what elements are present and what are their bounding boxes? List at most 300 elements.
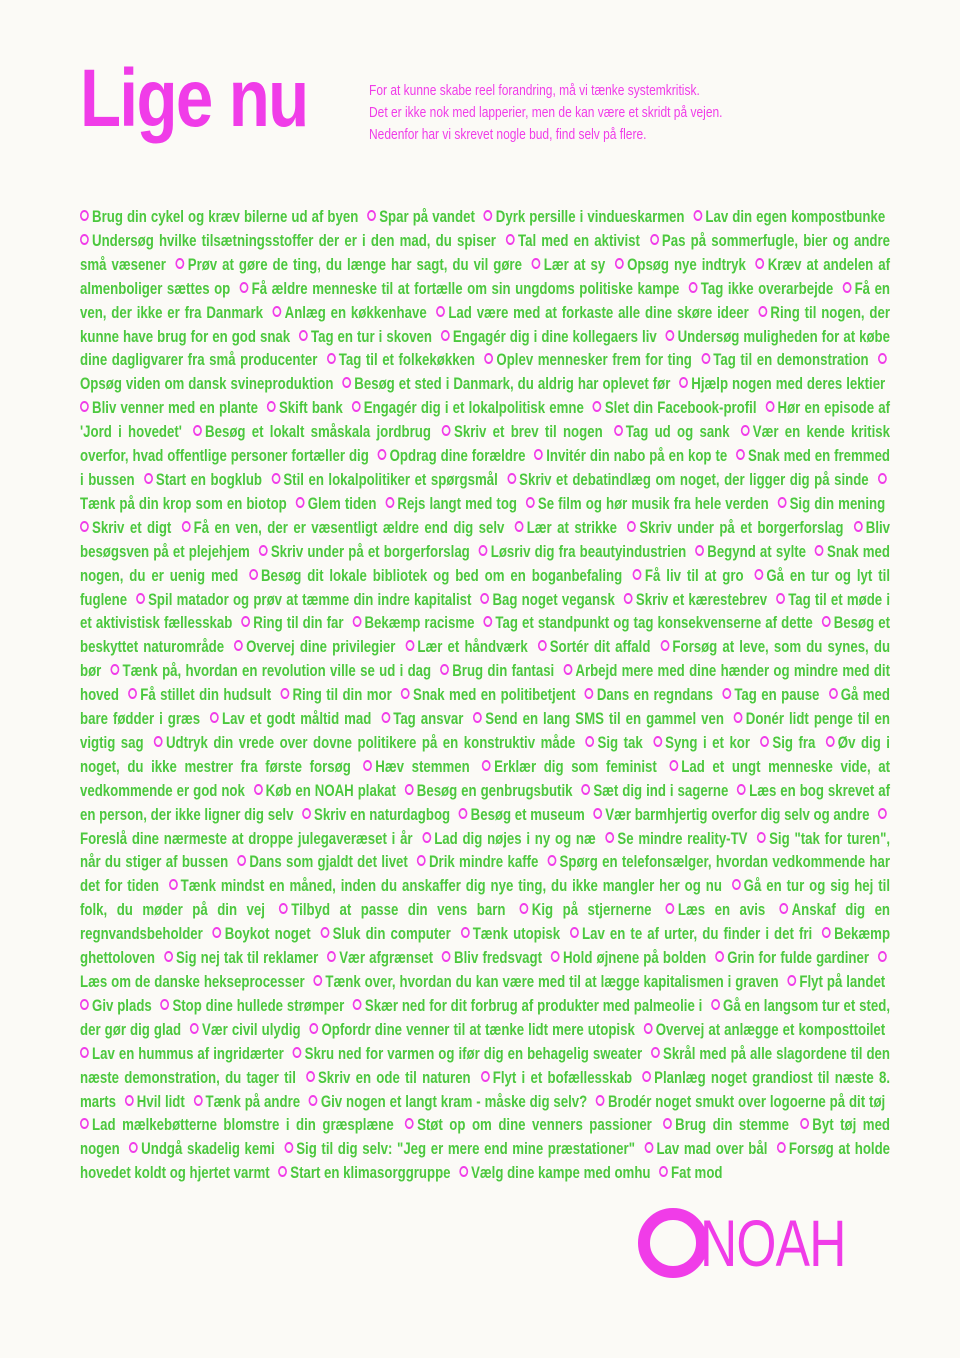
- circle-bullet-icon: [570, 927, 579, 938]
- list-item: [190, 1021, 301, 1039]
- circle-bullet-icon: [854, 521, 863, 532]
- list-item-label: Tag til en demonstration: [713, 351, 869, 370]
- circle-bullet-icon: [313, 975, 322, 986]
- list-item: [278, 1164, 450, 1182]
- list-item-label: Vær en kende kritisk overfor, hvad offentlige personer fortæller dig: [80, 423, 890, 466]
- list-item-label: Opdrag dine forældre: [389, 447, 526, 466]
- circle-bullet-icon: [520, 903, 529, 914]
- circle-bullet-icon: [436, 306, 445, 317]
- list-item: [653, 734, 750, 752]
- list-item: [164, 949, 318, 967]
- list-item: [581, 782, 728, 800]
- circle-bullet-icon: [787, 975, 796, 986]
- circle-bullet-icon: [653, 736, 662, 747]
- circle-bullet-icon: [483, 616, 492, 627]
- list-item-label: Invitér din nabo på en kop te: [546, 447, 728, 466]
- circle-bullet-icon: [737, 784, 746, 795]
- list-item-label: Lav en te af urter, du finder i det fri: [582, 925, 813, 944]
- list-item-label: Bekæmp racisme: [364, 614, 475, 633]
- circle-bullet-icon: [461, 927, 470, 938]
- list-item: [484, 351, 691, 369]
- circle-bullet-icon: [650, 234, 659, 245]
- list-item: [593, 399, 757, 417]
- circle-bullet-icon: [534, 449, 543, 460]
- circle-bullet-icon: [259, 545, 268, 556]
- circle-bullet-icon: [327, 951, 336, 962]
- circle-bullet-icon: [280, 688, 289, 699]
- list-item-label: Oplev mennesker frem for ting: [496, 351, 692, 370]
- circle-bullet-icon: [800, 1118, 809, 1129]
- circle-bullet-icon: [352, 616, 361, 627]
- list-item-label: Dyrk persille i vindueskarmen: [495, 208, 685, 226]
- circle-bullet-icon: [381, 712, 390, 723]
- circle-bullet-icon: [644, 1142, 653, 1153]
- intro-text: [369, 80, 785, 146]
- circle-bullet-icon: [210, 712, 219, 723]
- list-item: [459, 806, 585, 824]
- list-item-label: Begynd at sylte: [707, 542, 807, 561]
- list-item: [80, 997, 152, 1015]
- list-item-label: Ring til din far: [253, 614, 344, 633]
- circle-bullet-icon: [526, 497, 535, 508]
- list-item: [237, 853, 408, 871]
- list-item-label: Engagér dig i dine kollegaers liv: [452, 327, 657, 346]
- list-item-label: Dans som gjaldt det livet: [249, 853, 408, 872]
- circle-bullet-icon: [734, 712, 743, 723]
- circle-bullet-icon: [234, 640, 243, 651]
- list-item-label: Forsøg at holde hovedet koldt og hjertet varmt: [80, 1140, 891, 1183]
- circle-bullet-icon: [878, 808, 887, 819]
- list-item: [302, 806, 450, 824]
- circle-bullet-icon: [459, 1166, 468, 1177]
- circle-bullet-icon: [284, 1142, 293, 1153]
- circle-bullet-icon: [473, 712, 482, 723]
- circle-bullet-icon: [663, 1118, 672, 1129]
- circle-bullet-icon: [440, 664, 449, 675]
- list-item: [701, 351, 868, 369]
- circle-bullet-icon: [273, 306, 282, 317]
- list-item: [367, 208, 475, 226]
- list-item-label: Opsøg viden om dansk svineproduktion: [80, 375, 334, 394]
- list-item-label: Få ældre menneske til at fortælle om sin ungdoms politiske kampe: [251, 279, 680, 298]
- list-item-label: Tag et standpunkt og tag konsekvenserne af dette: [495, 614, 813, 633]
- list-item-label: Giv nogen et langt kram - måske dig selv?: [320, 1092, 588, 1111]
- list-item-label: Lad være med at forkaste alle dine skøre ideer: [448, 303, 749, 322]
- circle-bullet-icon: [507, 473, 516, 484]
- circle-bullet-icon: [660, 640, 669, 651]
- list-item-label: Læs en bog skrevet af en person, der ikke ligner dig selv: [80, 781, 891, 824]
- circle-bullet-icon: [515, 521, 524, 532]
- list-item-label: Stop dine hullede strømper: [172, 996, 345, 1015]
- circle-bullet-icon: [666, 330, 675, 341]
- list-item-label: Forsøg at leve, som du synes, du bør: [80, 638, 891, 681]
- circle-bullet-icon: [826, 736, 835, 747]
- circle-bullet-icon: [309, 1023, 318, 1034]
- list-item-label: Planlæg noget grandiost til næste 8. marts: [80, 1068, 891, 1111]
- list-item: [693, 208, 885, 226]
- list-item: [695, 543, 806, 561]
- circle-bullet-icon: [666, 903, 675, 914]
- list-item-label: Flyt på landet: [799, 973, 886, 991]
- list-item-label: Læs en avis: [677, 901, 766, 920]
- list-item-label: Slet din Facebook-profil: [604, 399, 757, 418]
- circle-bullet-icon: [878, 951, 887, 962]
- circle-bullet-icon: [279, 903, 288, 914]
- circle-bullet-icon: [711, 999, 720, 1010]
- list-item-label: Brug din stemme: [675, 1116, 789, 1135]
- list-item-label: Få en ven, der ikke er fra Danmark: [80, 279, 891, 322]
- list-item: [182, 519, 505, 537]
- circle-bullet-icon: [299, 330, 308, 341]
- list-item-label: Arbejd mere med dine hænder og mindre med dit hoved: [80, 662, 891, 705]
- list-item-label: Snak med en politibetjent: [413, 686, 576, 705]
- circle-bullet-icon: [605, 832, 614, 843]
- list-item: [176, 256, 522, 274]
- list-item-label: Tilbyd at passe din vens barn: [291, 901, 506, 920]
- list-item-label: Hør en episode af 'Jord i hovedet': [80, 399, 891, 442]
- circle-bullet-icon: [642, 1071, 651, 1082]
- list-item-label: Gå med bare fødder i græs: [80, 686, 891, 729]
- circle-bullet-icon: [254, 784, 263, 795]
- circle-bullet-icon: [442, 951, 451, 962]
- circle-bullet-icon: [417, 855, 426, 866]
- list-item: [80, 232, 496, 250]
- list-item: [401, 686, 576, 704]
- list-item-label: Ring til nogen, der kunne have brug for en god snak: [80, 303, 891, 346]
- list-item-label: Skriv et kærestebrev: [635, 590, 768, 609]
- circle-bullet-icon: [378, 449, 387, 460]
- list-item: [210, 710, 371, 728]
- circle-bullet-icon: [353, 999, 362, 1010]
- list-item: [459, 1164, 650, 1182]
- list-item-label: Sluk din computer: [332, 925, 451, 944]
- circle-bullet-icon: [693, 210, 702, 221]
- list-item-label: Spil matador og prøv at tæmme din indre kapitalist: [148, 590, 472, 609]
- circle-bullet-icon: [659, 1166, 668, 1177]
- list-item-label: Brug din cykel og kræv bilerne ud af byen: [92, 208, 359, 226]
- list-item-label: Anlæg en køkkenhave: [284, 303, 427, 322]
- circle-bullet-icon: [741, 425, 750, 436]
- circle-bullet-icon: [701, 353, 710, 364]
- list-item-label: Skriv et debatindlæg om noget, der ligger dig på sinde: [519, 470, 869, 489]
- circle-bullet-icon: [293, 1047, 302, 1058]
- list-item-label: Gå en tur og sig hej til folk, du møder på din vej: [80, 877, 891, 920]
- circle-bullet-icon: [878, 353, 887, 364]
- list-item: [526, 495, 769, 513]
- list-item-label: Giv plads: [92, 996, 152, 1015]
- list-item: [644, 1140, 767, 1158]
- circle-bullet-icon: [278, 1166, 287, 1177]
- list-item: [405, 638, 527, 656]
- list-item: [605, 830, 747, 848]
- list-item-label: Spørg en telefonsælger, hvordan vedkommende har det for tiden: [80, 853, 891, 896]
- list-item-label: Start en klimasorggruppe: [290, 1164, 451, 1183]
- list-item-label: Hjælp nogen med deres lektier: [691, 375, 886, 394]
- circle-bullet-icon: [551, 951, 560, 962]
- circle-bullet-icon: [401, 688, 410, 699]
- list-item: [663, 1116, 789, 1134]
- list-item: [378, 447, 526, 465]
- circle-bullet-icon: [80, 210, 89, 221]
- list-item-label: Læs om de danske hekseprocesser: [80, 973, 305, 991]
- list-item: [644, 1021, 886, 1039]
- list-item-label: Snak med nogen, du er uenig med: [80, 542, 890, 585]
- list-item-label: Bekæmp ghettoloven: [80, 925, 891, 968]
- list-item-label: Kræv at andelen af almenboliger sættes op: [80, 255, 891, 298]
- list-item-label: Vær afgrænset: [339, 949, 434, 968]
- noah-logo-text: NOAH: [700, 1206, 846, 1280]
- list-item: [441, 328, 657, 346]
- list-item-label: Bliv besøgsven på et plejehjem: [80, 518, 891, 561]
- list-item: [760, 734, 815, 752]
- circle-bullet-icon: [422, 832, 431, 843]
- list-item-label: Få stillet din hudsult: [140, 686, 272, 705]
- list-item: [627, 519, 843, 537]
- list-item-label: Undgå skadelig kemi: [141, 1140, 275, 1159]
- circle-bullet-icon: [136, 593, 145, 604]
- circle-bullet-icon: [271, 473, 280, 484]
- list-item: [480, 591, 614, 609]
- list-item-label: Lær et håndværk: [417, 638, 528, 657]
- circle-bullet-icon: [815, 545, 824, 556]
- list-item-label: Pas på sommerfugle, bier og andre små væsener: [80, 231, 891, 274]
- list-item-label: Send en lang SMS til en gammel ven: [485, 710, 724, 729]
- circle-bullet-icon: [479, 545, 488, 556]
- list-item-label: Tænk mindst en måned, inden du anskaffer dig nye ting, du ikke mangler her og nu: [180, 877, 722, 896]
- circle-bullet-icon: [481, 1071, 490, 1082]
- circle-bullet-icon: [757, 832, 766, 843]
- list-item-label: Se mindre reality-TV: [617, 829, 748, 848]
- list-item-label: Tag en pause: [734, 686, 820, 705]
- list-item: [481, 1069, 632, 1087]
- list-item: [271, 471, 497, 489]
- circle-bullet-icon: [193, 425, 202, 436]
- list-item-label: Gå en tur og lyt til fuglene: [80, 566, 891, 609]
- list-item: [234, 638, 395, 656]
- list-item: [520, 901, 652, 919]
- circle-bullet-icon: [405, 784, 414, 795]
- list-item-label: Skriv et brev til nogen: [454, 423, 603, 442]
- list-item-label: Lad et ungt menneske vide, at vedkommende er god nok: [80, 757, 891, 800]
- intro-line-2: Det er ikke nok med lapperier, men de kan være et skridt på vejen.: [369, 104, 723, 121]
- list-item-label: Lav din egen kompostbunke: [705, 208, 886, 226]
- list-item: [169, 877, 722, 895]
- list-item: [193, 423, 431, 441]
- list-item-label: Lær at sy: [543, 255, 606, 274]
- circle-bullet-icon: [593, 401, 602, 412]
- list-item-label: Besøg en genbrugsbutik: [416, 781, 573, 800]
- list-item-label: Bliv fredsvagt: [454, 949, 543, 968]
- list-item-label: Sig fra: [772, 733, 816, 752]
- list-item-label: Tag ud og sank: [625, 423, 730, 442]
- list-item-label: Syng i et kor: [665, 733, 751, 752]
- list-item: [363, 758, 469, 776]
- circle-bullet-icon: [154, 736, 163, 747]
- circle-bullet-icon: [581, 784, 590, 795]
- list-item-label: Kig på stjernerne: [531, 901, 652, 920]
- circle-bullet-icon: [459, 808, 468, 819]
- circle-bullet-icon: [778, 497, 787, 508]
- circle-bullet-icon: [306, 1071, 315, 1082]
- list-item: [129, 1140, 275, 1158]
- circle-bullet-icon: [538, 640, 547, 651]
- circle-bullet-icon: [80, 234, 89, 245]
- list-item: [484, 208, 685, 226]
- list-item-label: Tal med en aktivist: [517, 231, 640, 250]
- circle-bullet-icon: [829, 688, 838, 699]
- list-item-label: Skriv en naturdagbog: [314, 805, 451, 824]
- list-item-label: Prøv at gøre de ting, du længe har sagt, du vil gøre: [187, 255, 522, 274]
- list-item: [440, 662, 554, 680]
- list-item-label: Brug din fantasi: [452, 662, 555, 681]
- circle-bullet-icon: [352, 401, 361, 412]
- list-item: [436, 304, 748, 322]
- list-item-label: Køb en NOAH plakat: [265, 781, 396, 800]
- list-item-label: Gå en langsom tur et sted, der gør dig glad: [80, 996, 891, 1039]
- circle-bullet-icon: [633, 569, 642, 580]
- list-item: [679, 375, 885, 393]
- list-item: [722, 686, 819, 704]
- list-item-label: Sæt dig ind i sagerne: [593, 781, 729, 800]
- list-item-label: Skriv under på et borgerforslag: [639, 518, 844, 537]
- list-item-label: Besøg et museum: [470, 805, 585, 824]
- circle-bullet-icon: [644, 1023, 653, 1034]
- list-item: [342, 375, 670, 393]
- circle-bullet-icon: [484, 210, 493, 221]
- circle-bullet-icon: [190, 1023, 199, 1034]
- circle-bullet-icon: [780, 903, 789, 914]
- circle-bullet-icon: [758, 306, 767, 317]
- list-item: [259, 543, 470, 561]
- list-item: [241, 614, 343, 632]
- list-item: [160, 997, 344, 1015]
- circle-bullet-icon: [80, 401, 89, 412]
- list-item-label: Lad mælkebøtterne blomstre i din græsplæne: [92, 1116, 394, 1135]
- circle-bullet-icon: [624, 593, 633, 604]
- list-item: [482, 758, 657, 776]
- list-item: [538, 638, 651, 656]
- circle-bullet-icon: [80, 999, 89, 1010]
- circle-bullet-icon: [363, 760, 372, 771]
- list-item: [309, 1093, 587, 1111]
- list-item: [293, 1045, 643, 1063]
- list-item-label: Sig nej tak til reklamer: [175, 949, 319, 968]
- circle-bullet-icon: [164, 951, 173, 962]
- list-item: [405, 782, 573, 800]
- circle-bullet-icon: [482, 760, 491, 771]
- list-item-label: Besøg et lokalt småskala jordbrug: [205, 423, 431, 442]
- list-item: [461, 925, 560, 943]
- list-item: [532, 256, 605, 274]
- list-item-label: Ring til din mor: [292, 686, 392, 705]
- circle-bullet-icon: [715, 951, 724, 962]
- intro-line-3: Nedenfor har vi skrevet nogle bud, find selv på flere.: [369, 126, 647, 143]
- list-item-label: Rejs langt med tog: [397, 494, 517, 513]
- list-item-label: Besøg dit lokale bibliotek og bed om en boganbefaling: [260, 566, 623, 585]
- list-item-label: Overvej at anlægge et komposttoilet: [655, 1020, 886, 1039]
- list-item: [80, 1045, 284, 1063]
- circle-bullet-icon: [766, 401, 775, 412]
- list-item: [778, 495, 886, 513]
- list-item-label: Brodér noget smukt over logoerne på dit tøj: [608, 1092, 886, 1111]
- list-item-label: Glem tiden: [307, 494, 377, 513]
- list-item-label: Engagér dig i et lokalpolitisk emne: [363, 399, 584, 418]
- list-item-label: Tag til et møde i et aktivistisk fællesskab: [80, 590, 891, 633]
- circle-bullet-icon: [80, 521, 89, 532]
- circle-bullet-icon: [754, 569, 763, 580]
- list-item: [596, 1093, 885, 1111]
- list-item-label: Stil en lokalpolitiker et spørgsmål: [283, 470, 498, 489]
- list-item-label: Lad dig nøjes i ny og næ: [434, 829, 596, 848]
- circle-bullet-icon: [843, 282, 852, 293]
- list-item: [128, 686, 271, 704]
- list-item-label: Foreslå dine nærmeste at droppe julegaveræset i år: [80, 829, 413, 848]
- noah-logo: [638, 1208, 887, 1278]
- list-item-label: Start en bogklub: [155, 470, 262, 489]
- list-item-label: Sig din mening: [789, 494, 886, 513]
- list-item-label: Vælg dine kampe med omhu: [471, 1164, 651, 1183]
- circle-bullet-icon: [585, 688, 594, 699]
- list-item-label: Få liv til at gro: [644, 566, 744, 585]
- list-item: [110, 662, 431, 680]
- list-item: [483, 614, 812, 632]
- circle-bullet-icon: [689, 282, 698, 293]
- list-item-label: Besøg et beskyttet naturområde: [80, 614, 891, 657]
- circle-bullet-icon: [194, 1095, 203, 1106]
- list-item: [125, 1093, 185, 1111]
- circle-bullet-icon: [405, 640, 414, 651]
- circle-bullet-icon: [110, 664, 119, 675]
- list-item-label: Skrål med på alle slagordene til den næste demonstration, du tager til: [80, 1044, 891, 1087]
- list-item-label: Flyt i et bofællesskab: [492, 1068, 633, 1087]
- list-item: [213, 925, 311, 943]
- circle-bullet-icon: [385, 497, 394, 508]
- list-item: [507, 471, 869, 489]
- list-item-label: Grin for fulde gardiner: [727, 949, 870, 968]
- list-item-label: Snak med en fremmed i bussen: [80, 447, 891, 489]
- list-item: [381, 710, 463, 728]
- circle-bullet-icon: [128, 688, 137, 699]
- circle-bullet-icon: [309, 1095, 318, 1106]
- list-item: [479, 543, 687, 561]
- list-item-label: Tag ikke overarbejde: [700, 279, 834, 298]
- circle-bullet-icon: [586, 736, 595, 747]
- circle-bullet-icon: [732, 879, 741, 890]
- circle-bullet-icon: [169, 879, 178, 890]
- list-item-label: Tænk utopisk: [472, 925, 561, 944]
- list-item-label: Hold øjnene på bolden: [563, 949, 707, 968]
- list-item-label: Få en ven, der er væsentligt ældre end dig selv: [193, 518, 505, 537]
- list-item-label: Tænk over, hvordan du kan være med til at lægge kapitalismen i graven: [325, 973, 779, 991]
- list-item-label: Bliv venner med en plante: [92, 399, 258, 418]
- list-item: [442, 949, 542, 967]
- list-item: [327, 949, 433, 967]
- list-item: [624, 591, 767, 609]
- list-item-label: Erklær dig som feminist: [494, 757, 657, 776]
- list-item: [715, 949, 869, 967]
- list-item: [385, 495, 517, 513]
- list-item: [442, 423, 603, 441]
- circle-bullet-icon: [267, 401, 276, 412]
- circle-bullet-icon: [80, 1047, 89, 1058]
- list-item-label: Tænk på din krop som en biotop: [80, 494, 287, 513]
- list-item: [249, 567, 622, 585]
- circle-bullet-icon: [302, 808, 311, 819]
- circle-bullet-icon: [776, 593, 785, 604]
- list-item-label: Undersøg muligheden for at købe dine dagligvarer fra små producenter: [80, 327, 891, 370]
- list-item-label: Tag til et folkekøkken: [338, 351, 476, 370]
- list-item-label: Øv dig i noget, du ikke mestrer fra første forsøg: [80, 733, 890, 776]
